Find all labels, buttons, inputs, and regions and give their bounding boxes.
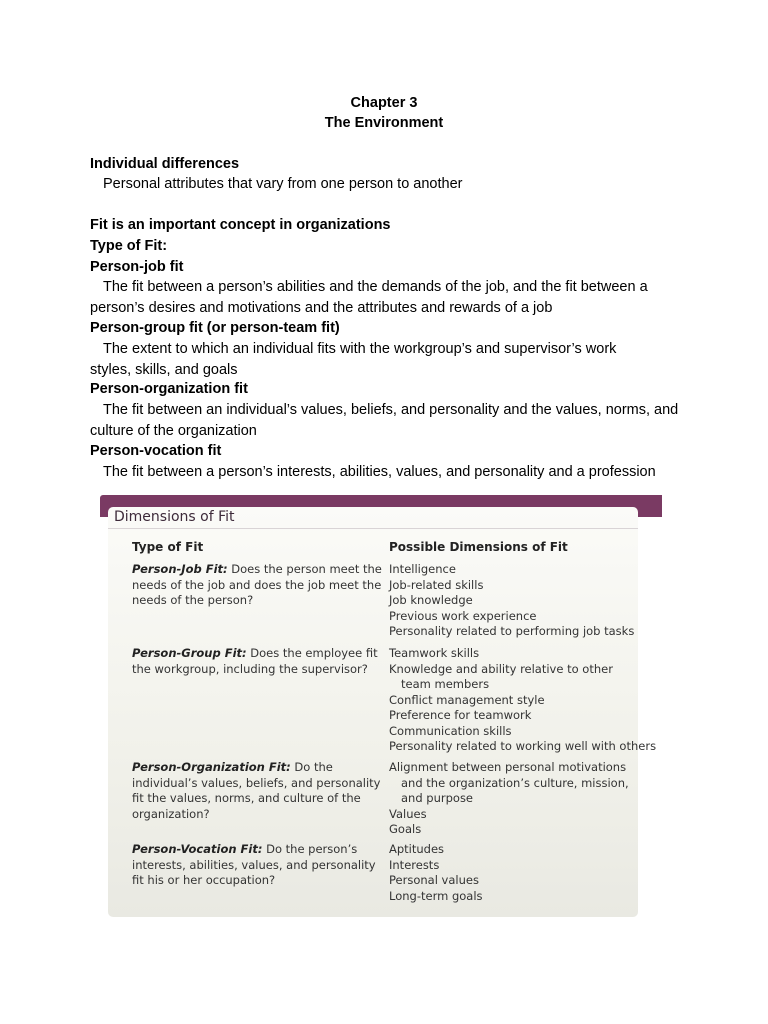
fit-row-dimensions (389, 842, 659, 904)
fit-row-type (132, 562, 384, 609)
fit-row-type (132, 842, 384, 889)
fit-row-dimensions (389, 562, 659, 640)
dimension-item: Communication skills (389, 723, 512, 738)
column-header-type: Type of Fit (132, 540, 204, 554)
fit-row-type (132, 760, 384, 822)
person-vocation-fit-text: The fit between a person’s interests, abilities, values, and personality and a profession (103, 464, 656, 480)
fit-row-question: Does the person meet the needs of the job and does the job meet the needs of the person? (132, 562, 382, 607)
fit-row-label: Person-Job Fit: (132, 562, 228, 576)
dimension-item: and purpose (401, 791, 474, 805)
dimension-item: Teamwork skills (389, 646, 480, 660)
fit-row-question: Do the person’s interests, abilities, values, and personality fit his or her occupation? (132, 842, 376, 887)
individual-differences-text: Personal attributes that vary from one person to another (103, 176, 463, 192)
dimension-item: Intelligence (389, 562, 456, 576)
dimension-item: Job knowledge (389, 593, 473, 607)
person-job-fit-heading: Person-job fit (90, 259, 184, 275)
individual-differences-heading: Individual differences (90, 156, 240, 172)
dimension-item: Personality related to performing job tasks (389, 624, 635, 638)
fit-row-label: Person-Organization Fit: (132, 760, 291, 774)
fit-row-question: Do the individual’s values, beliefs, and personality fit the values, norms, and culture of the organization? (132, 760, 381, 821)
dimension-item: Goals (389, 822, 422, 836)
person-organization-fit-heading: Person-organization fit (90, 381, 248, 397)
figure-title: Dimensions of Fit (114, 509, 235, 525)
fit-row-dimensions (389, 760, 659, 838)
column-header-dimensions: Possible Dimensions of Fit (389, 540, 568, 554)
chapter-number: Chapter 3 (350, 95, 418, 111)
dimensions-of-fit-figure (100, 495, 662, 920)
person-vocation-fit-heading: Person-vocation fit (90, 443, 222, 459)
fit-row-question: Does the employee fit the workgroup, including the supervisor? (132, 646, 378, 676)
fit-row-label: Person-Group Fit: (132, 646, 247, 660)
dimension-item: Aptitudes (389, 842, 445, 856)
dimension-item: and the organization’s culture, mission, (401, 775, 629, 790)
dimension-item: Personality related to working well with others (389, 739, 657, 753)
dimension-item: Conflict management style (389, 692, 545, 707)
dimension-item: Previous work experience (389, 608, 537, 623)
dimension-item: Preference for teamwork (389, 708, 532, 722)
dimension-item: Values (389, 806, 427, 821)
person-job-fit-text: The fit between a person’s abilities and the demands of the job, and the fit between a person’s desires and motivations and the attributes and rewards of a job (90, 279, 648, 316)
person-group-fit-heading: Person-group fit (or person-team fit) (90, 320, 340, 336)
dimension-item: team members (401, 677, 490, 691)
dimension-item: Interests (389, 857, 440, 872)
dimension-item: Long-term goals (389, 888, 483, 903)
dimension-item: Knowledge and ability relative to other (389, 661, 613, 676)
person-group-fit-text: The extent to which an individual fits with the workgroup’s and supervisor’s work styles, skills, and goals (90, 341, 617, 378)
chapter-title: The Environment (324, 115, 444, 131)
fit-row-dimensions (389, 646, 659, 755)
fit-row-label: Person-Vocation Fit: (132, 842, 263, 856)
fit-row-type (132, 646, 384, 677)
dimension-item: Alignment between personal motivations (389, 760, 627, 774)
person-organization-fit-text: The fit between an individual’s values, beliefs, and personality and the values, norms, and culture of the organization (90, 402, 679, 439)
fit-intro-heading: Fit is an important concept in organizations (90, 217, 391, 233)
dimension-item: Personal values (389, 873, 479, 887)
figure-title-divider (108, 528, 638, 529)
dimension-item: Job-related skills (389, 577, 484, 592)
type-of-fit-heading: Type of Fit: (90, 238, 168, 254)
